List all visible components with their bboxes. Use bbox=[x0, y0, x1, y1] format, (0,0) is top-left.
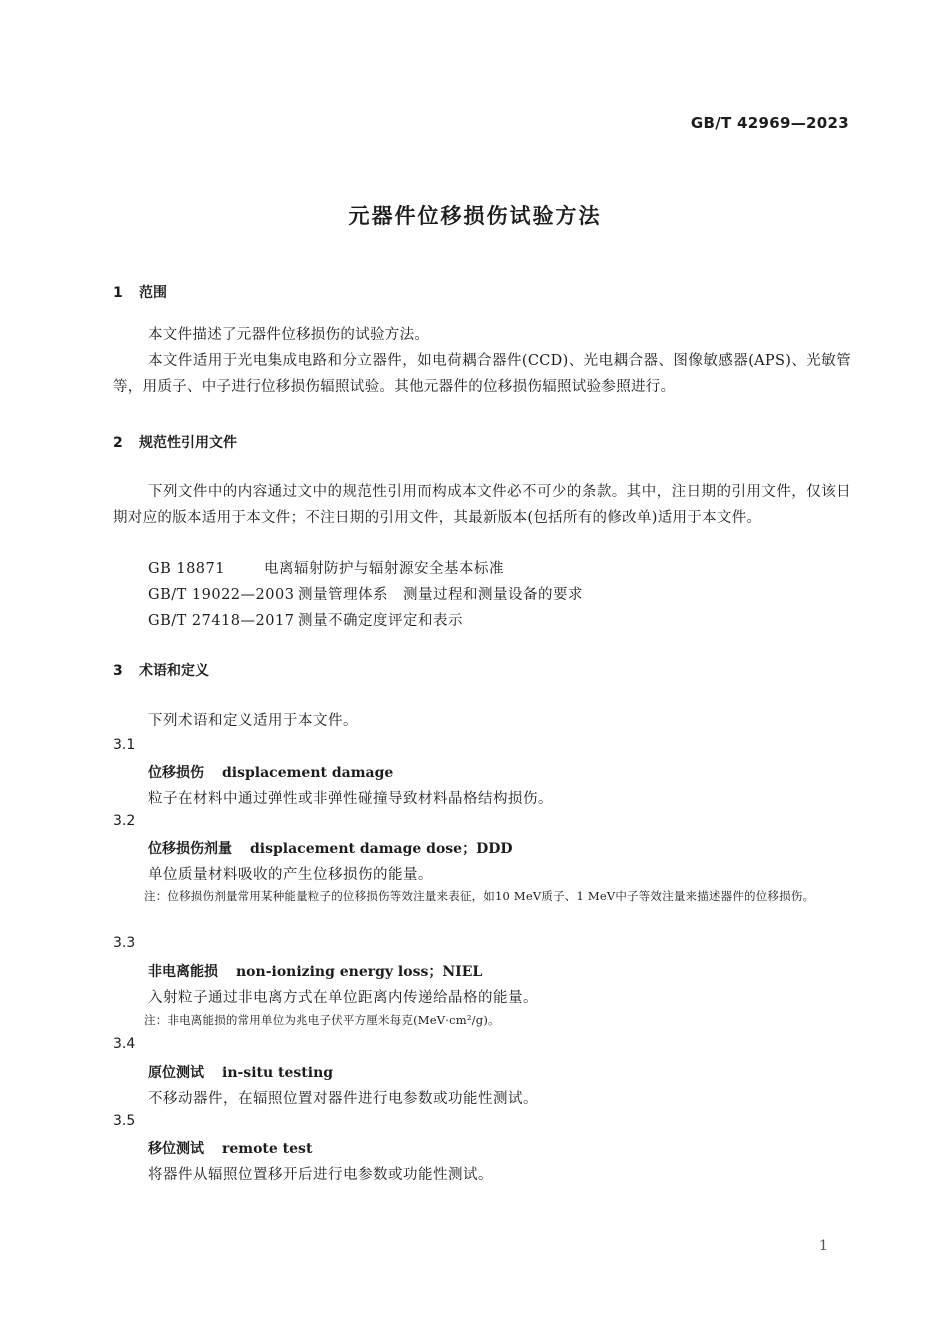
reference-code: GB/T 27418—2017 bbox=[148, 613, 295, 629]
section-heading-scope bbox=[113, 282, 167, 302]
section-number: 2 bbox=[113, 435, 123, 451]
reference-title: 测量管理体系 测量过程和测量设备的要求 bbox=[298, 587, 583, 603]
term-zh: 移位测试 bbox=[148, 1141, 204, 1157]
reference-title: 测量不确定度评定和表示 bbox=[298, 613, 463, 629]
term-definition: 粒子在材料中通过弹性或非弹性碰撞导致材料晶格结构损伤。 bbox=[148, 791, 553, 807]
scope-paragraph-2: 本文件适用于光电集成电路和分立器件，如电荷耦合器件(CCD)、光电耦合器、图像敏感器(APS)、光敏管等，用质子、中子进行位移损伤辐照试验。其他元器件的位移损伤辐照试验参照进行。 bbox=[113, 353, 851, 395]
term-number: 3.4 bbox=[113, 1036, 136, 1052]
term-definition: 入射粒子通过非电离方式在单位距离内传递给晶格的能量。 bbox=[148, 990, 538, 1006]
term-heading bbox=[148, 1062, 333, 1082]
reference-item bbox=[148, 557, 504, 578]
term-zh: 位移损伤剂量 bbox=[148, 841, 232, 857]
scope-paragraph-1: 本文件描述了元器件位移损伤的试验方法。 bbox=[148, 327, 430, 343]
reference-item bbox=[148, 583, 583, 604]
terms-intro: 下列术语和定义适用于本文件。 bbox=[148, 713, 358, 729]
section-heading-terms-definitions bbox=[113, 660, 209, 680]
reference-code: GB 18871 bbox=[148, 561, 225, 577]
section-number: 3 bbox=[113, 663, 123, 679]
section-number: 1 bbox=[113, 285, 123, 301]
section-heading-normative-references bbox=[113, 432, 237, 452]
term-en: in-situ testing bbox=[222, 1065, 334, 1081]
standard-number: GB/T 42969—2023 bbox=[690, 114, 849, 132]
term-number: 3.1 bbox=[113, 737, 136, 753]
term-heading bbox=[148, 1138, 312, 1158]
term-definition: 单位质量材料吸收的产生位移损伤的能量。 bbox=[148, 867, 433, 883]
term-en: displacement damage dose；DDD bbox=[250, 841, 513, 857]
term-definition: 将器件从辐照位置移开后进行电参数或功能性测试。 bbox=[148, 1167, 493, 1183]
section-title: 范围 bbox=[139, 285, 167, 301]
term-zh: 原位测试 bbox=[148, 1065, 204, 1081]
reference-code: GB/T 19022—2003 bbox=[148, 587, 295, 603]
term-number: 3.2 bbox=[113, 813, 136, 829]
section-title: 规范性引用文件 bbox=[139, 435, 237, 451]
term-definition: 不移动器件，在辐照位置对器件进行电参数或功能性测试。 bbox=[148, 1091, 538, 1107]
section-title: 术语和定义 bbox=[139, 663, 209, 679]
page-number: 1 bbox=[819, 1238, 828, 1254]
term-zh: 位移损伤 bbox=[148, 765, 204, 781]
term-number: 3.3 bbox=[113, 935, 136, 951]
term-note: 注：非电离能损的常用单位为兆电子伏平方厘米每克(MeV·cm²/g)。 bbox=[144, 1013, 500, 1027]
reference-title: 电离辐射防护与辐射源安全基本标准 bbox=[264, 561, 504, 577]
term-en: remote test bbox=[222, 1141, 313, 1157]
term-en: non-ionizing energy loss；NIEL bbox=[236, 964, 483, 980]
term-note: 注：位移损伤剂量常用某种能量粒子的位移损伤等效注量来表征，如10 MeV质子、1 MeV中子等效注量来描述器件的位移损伤。 bbox=[144, 889, 815, 903]
term-number: 3.5 bbox=[113, 1113, 136, 1129]
term-heading bbox=[148, 838, 513, 858]
term-en: displacement damage bbox=[222, 765, 394, 781]
references-intro-paragraph: 下列文件中的内容通过文中的规范性引用而构成本文件必不可少的条款。其中，注日期的引用文件，仅该日期对应的版本适用于本文件；不注日期的引用文件，其最新版本(包括所有的修改单)适用于本文件。 bbox=[113, 484, 851, 526]
term-zh: 非电离能损 bbox=[148, 964, 218, 980]
term-heading bbox=[148, 961, 482, 981]
document-title: 元器件位移损伤试验方法 bbox=[348, 204, 602, 228]
reference-item bbox=[148, 609, 463, 630]
term-heading bbox=[148, 762, 393, 782]
